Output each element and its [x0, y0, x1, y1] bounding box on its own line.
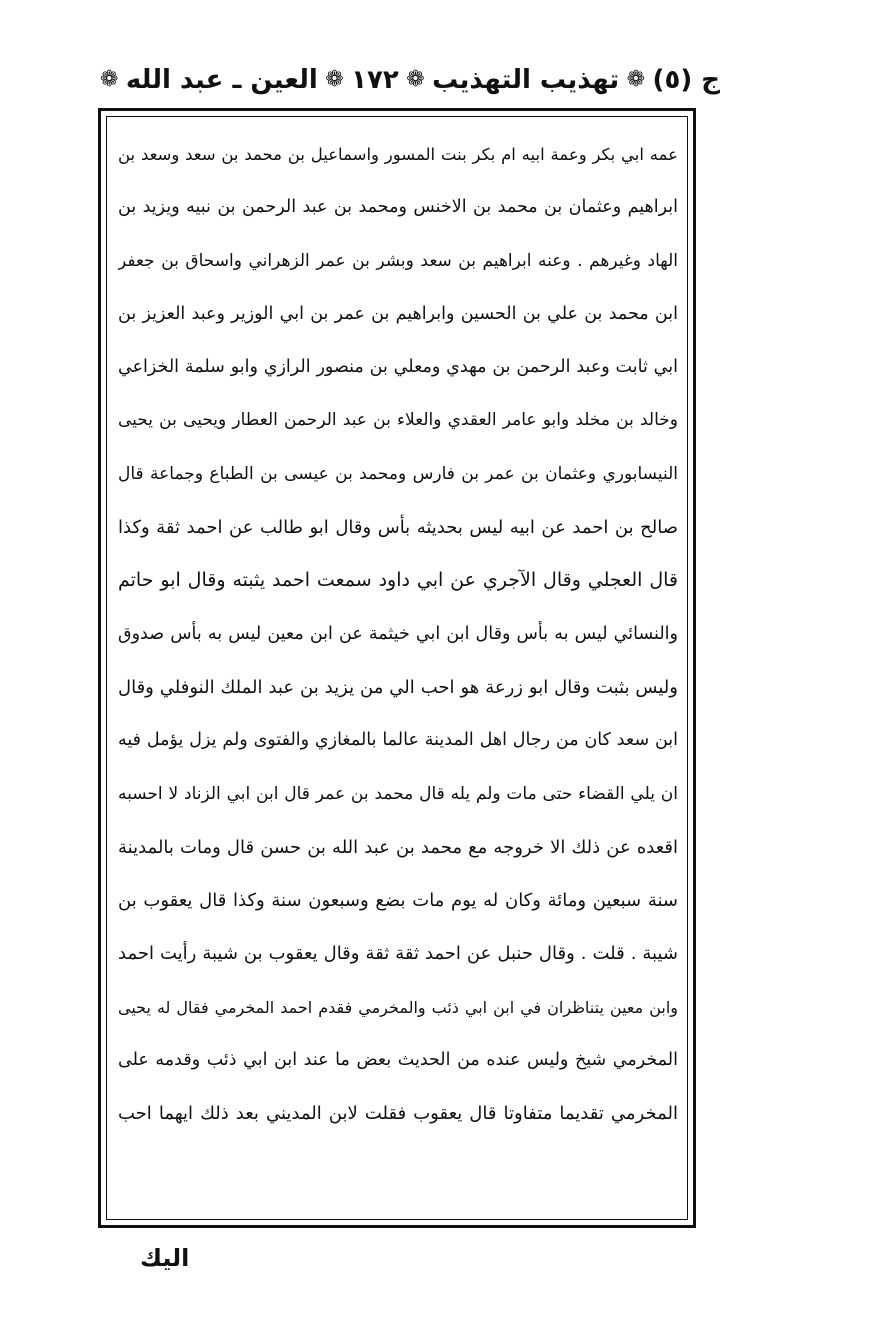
text-line: وابن معين يتناظران في ابن ابي ذئب والمخرمي فقدم احمد المخرمي فقال له يحيى: [118, 997, 678, 1017]
volume-label: ج (٥): [652, 65, 720, 95]
text-line: سنة سبعين ومائة وكان له يوم مات بضع وسبعون سنة وكذا قال يعقوب بن: [118, 890, 678, 912]
book-title: تهذيب التهذيب: [432, 65, 620, 95]
page-number: ١٧٢: [351, 65, 399, 95]
text-line: الهاد وغيرهم . وعنه ابراهيم بن سعد وبشر بن عمر الزهراني واسحاق بن جعفر: [118, 250, 678, 271]
text-line: اقعده عن ذلك الا خروجه مع محمد بن عبد الله بن حسن قال ومات بالمدينة: [118, 836, 678, 858]
running-header: [100, 58, 720, 102]
ornament-icon: ❁: [100, 67, 119, 92]
text-line: شيبة . قلت . وقال حنبل عن احمد ثقة ثقة وقال يعقوب بن شيبة رأيت احمد: [118, 943, 678, 965]
text-line: والنسائي ليس به بأس وقال ابن ابي خيثمة عن ابن معين ليس به بأس صدوق: [118, 623, 678, 644]
text-line: وليس بثبت وقال ابو زرعة هو احب الي من يزيد بن عبد الملك النوفلي وقال: [118, 676, 678, 698]
text-line: المخرمي تقديما متفاوتا قال يعقوب فقلت لابن المديني بعد ذلك ايهما احب: [118, 1103, 678, 1125]
ornament-icon: ❁: [325, 67, 344, 92]
text-line: ابراهيم وعثمان بن محمد بن الاخنس ومحمد بن عبد الرحمن بن نبيه ويزيد بن: [118, 197, 678, 218]
text-line: المخرمي شيخ وليس عنده من الحديث بعض ما عند ابن ابي ذئب وقدمه على: [118, 1050, 678, 1071]
text-line: ان يلي القضاء حتى مات ولم يله قال محمد بن عمر قال ابن ابي الزناد لا احسبه: [118, 783, 678, 804]
body-text: [118, 128, 678, 1141]
section-label: العين ـ عبد الله: [125, 65, 318, 95]
text-line: ابن سعد كان من رجال اهل المدينة عالما بالمغازي والفتوى ولم يزل يؤمل فيه: [118, 730, 678, 751]
text-line: وخالد بن مخلد وابو عامر العقدي والعلاء بن عبد الرحمن العطار ويحيى بن يحيى: [118, 410, 678, 431]
ornament-icon: ❁: [626, 67, 646, 92]
text-line: قال العجلي وقال الآجري عن ابي داود سمعت احمد يثبته وقال ابو حاتم: [118, 569, 678, 592]
text-line: ابن محمد بن علي بن الحسين وابراهيم بن عمر بن ابي الوزير وعبد العزيز بن: [118, 303, 678, 324]
ornament-icon: ❁: [406, 67, 425, 92]
text-line: عمه ابي بكر وعمة ابيه ام بكر بنت المسور واسماعيل بن محمد بن سعد وسعد بن: [118, 145, 678, 164]
text-line: صالح بن احمد عن ابيه ليس بحديثه بأس وقال ابو طالب عن احمد ثقة وكذا: [118, 517, 678, 539]
catchword: اليك: [140, 1244, 190, 1272]
text-line: ابي ثابت وعبد الرحمن بن مهدي ومعلي بن منصور الرازي وابو سلمة الخزاعي: [118, 357, 678, 378]
text-line: النيسابوري وعثمان بن عمر بن فارس ومحمد بن عيسى بن الطباع وجماعة قال: [118, 463, 678, 484]
